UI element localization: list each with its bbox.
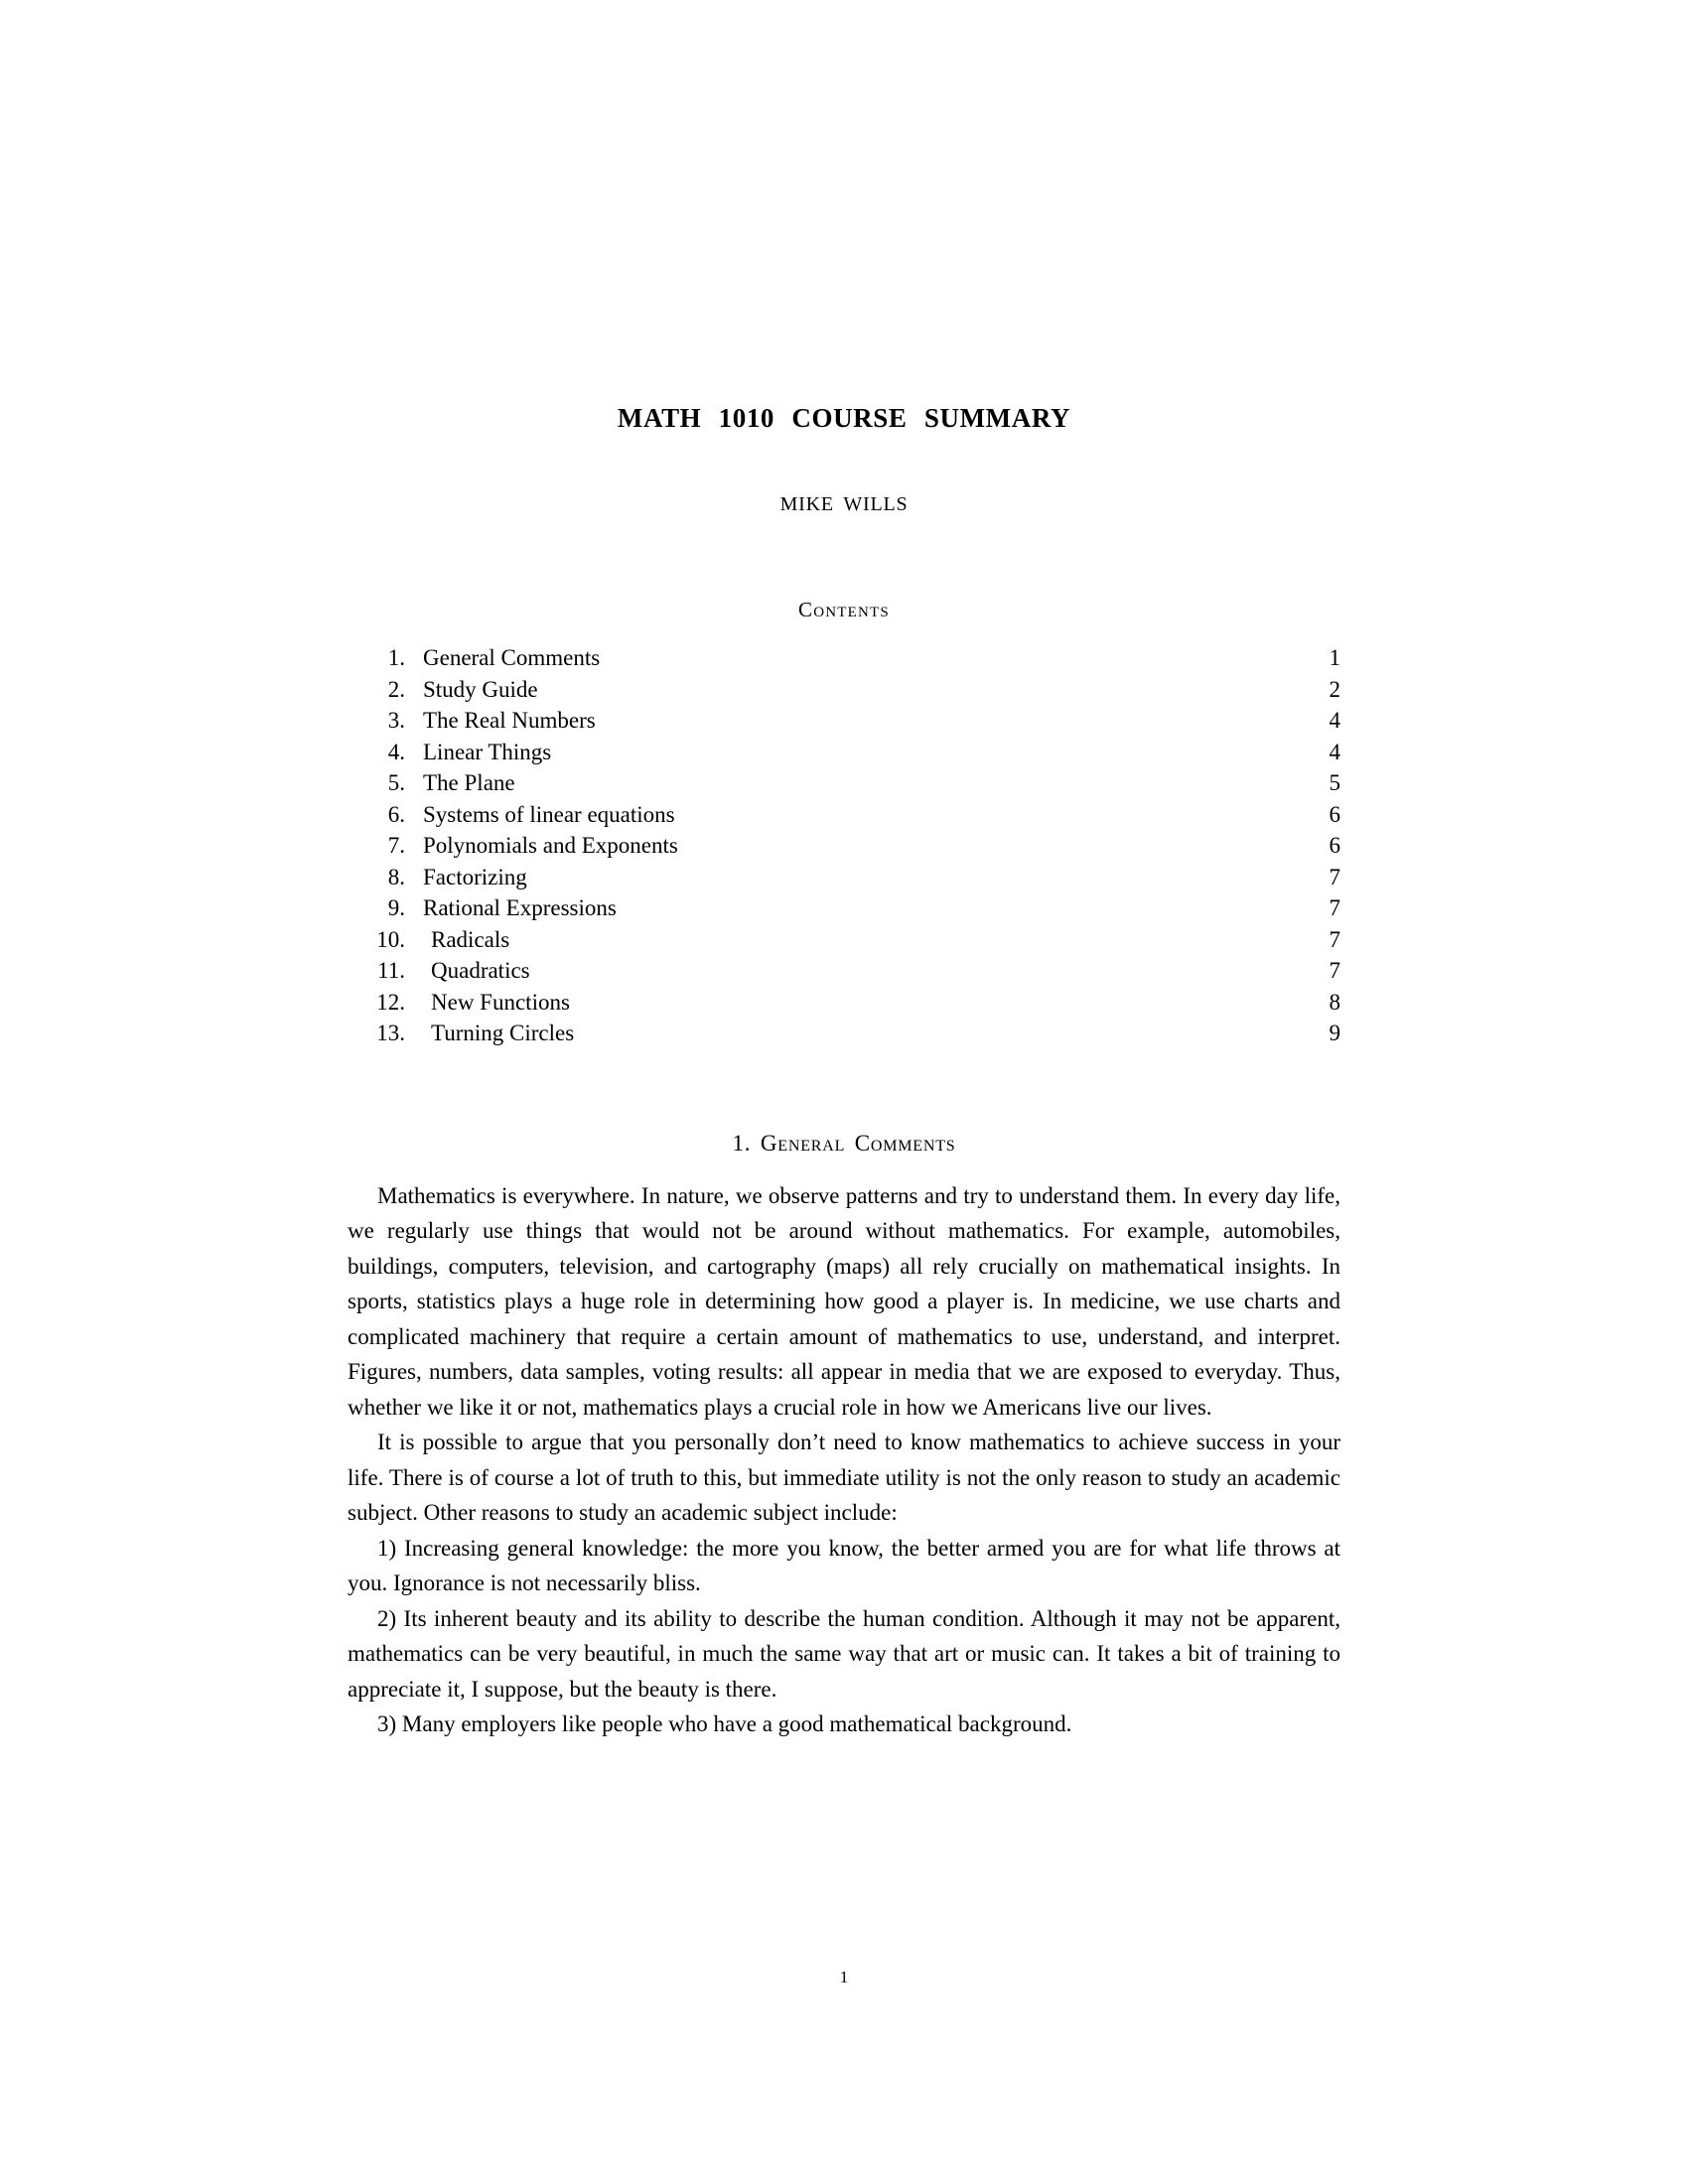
paragraph: 1) Increasing general knowledge: the more you know, the better armed you are for what life throws at you. Ignorance is not necessarily bliss. xyxy=(348,1535,1340,1596)
toc-entry-number: 5. xyxy=(387,770,405,796)
page-content-column xyxy=(348,0,1340,1742)
paragraph: Mathematics is everywhere. In nature, we observe patterns and try to understand them. In every day life, we regularly use things that would not be around without mathematics. For example, automobiles, buildings, computers, television, and cartography (maps) all rely crucially on mathematical insights. In sports, statistics plays a huge role in determining how good a player is. In medicine, we use charts and complicated machinery that require a certain amount of mathematics to use, understand, and interpret. Figures, numbers, data samples, voting results: all appear in media that we are exposed to everyday. Thus, whether we like it or not, mathematics plays a crucial role in how we Americans live our lives. xyxy=(348,1182,1340,1420)
paragraph: 2) Its inherent beauty and its ability to describe the human condition. Although it may not be apparent, mathematics can be very beautiful, in much the same way that art or music can. It takes a bit of training to appreciate it, I suppose, but the beauty is there. xyxy=(348,1605,1340,1702)
toc-entry-label: Rational Expressions xyxy=(423,895,617,921)
toc-entry-page: 4 xyxy=(1329,739,1340,764)
toc-entry-label: Turning Circles xyxy=(431,1021,575,1046)
toc-entry[interactable] xyxy=(348,674,1340,706)
toc-entry[interactable] xyxy=(348,924,1340,956)
toc-entry-page: 1 xyxy=(1329,645,1340,671)
toc-entry-label: Linear Things xyxy=(423,739,552,764)
toc-entry-page: 2 xyxy=(1329,676,1340,702)
toc-entry-number: 10. xyxy=(376,926,405,952)
section-body xyxy=(348,1157,1340,1742)
toc-entry-number: 4. xyxy=(387,739,405,764)
toc-entry-page: 7 xyxy=(1329,926,1340,952)
page-title: MATH 1010 COURSE SUMMARY xyxy=(617,403,1071,433)
toc-entry-label: Systems of linear equations xyxy=(423,801,675,827)
toc-entry[interactable] xyxy=(348,892,1340,924)
paragraph: It is possible to argue that you personally don’t need to know mathematics to achieve success in your life. There is of course a lot of truth to this, but immediate utility is not the only reason to study an academic subject. Other reasons to study an academic subject include: xyxy=(348,1430,1340,1526)
toc-entry[interactable] xyxy=(348,830,1340,862)
toc-entry[interactable] xyxy=(348,987,1340,1019)
toc-entry-number: 12. xyxy=(376,989,405,1015)
toc-entry-label: The Plane xyxy=(423,770,515,796)
toc-entry-label: Radicals xyxy=(431,926,510,952)
toc-entry-label: Polynomials and Exponents xyxy=(423,833,678,859)
toc-entry[interactable] xyxy=(348,799,1340,831)
toc-entry-label: General Comments xyxy=(423,645,601,671)
toc-entry-page: 7 xyxy=(1329,958,1340,984)
toc-entry-page: 4 xyxy=(1329,708,1340,734)
page-folio: 1 xyxy=(839,1968,849,1986)
toc-entry[interactable] xyxy=(348,955,1340,987)
toc-entry-number: 9. xyxy=(387,895,405,921)
toc-entry-number: 1. xyxy=(387,645,405,671)
table-of-contents xyxy=(348,622,1340,1049)
toc-entry-number: 11. xyxy=(377,958,405,984)
toc-entry[interactable] xyxy=(348,1018,1340,1049)
paragraph: 3) Many employers like people who have a good mathematical background. xyxy=(377,1711,1072,1737)
toc-entry-label: Study Guide xyxy=(423,676,538,702)
toc-entry-label: New Functions xyxy=(431,989,570,1015)
toc-entry-number: 8. xyxy=(387,864,405,889)
toc-entry-page: 8 xyxy=(1329,989,1340,1015)
toc-entry-page: 7 xyxy=(1329,895,1340,921)
toc-entry-number: 7. xyxy=(387,833,405,859)
toc-entry-page: 6 xyxy=(1329,833,1340,859)
toc-entry-number: 13. xyxy=(376,1021,405,1046)
toc-entry-page: 5 xyxy=(1329,770,1340,796)
toc-entry-number: 6. xyxy=(387,801,405,827)
toc-entry-page: 6 xyxy=(1329,801,1340,827)
toc-entry-page: 9 xyxy=(1329,1021,1340,1046)
toc-entry[interactable] xyxy=(348,862,1340,893)
document-author: MIKE WILLS xyxy=(779,493,909,516)
toc-entry[interactable] xyxy=(348,642,1340,674)
toc-entry[interactable] xyxy=(348,705,1340,737)
toc-entry-label: The Real Numbers xyxy=(423,708,596,734)
toc-entry[interactable] xyxy=(348,737,1340,768)
toc-entry[interactable] xyxy=(348,767,1340,799)
toc-entry-label: Quadratics xyxy=(431,958,530,984)
toc-entry-page: 7 xyxy=(1329,864,1340,889)
toc-entry-number: 2. xyxy=(387,676,405,702)
toc-entry-number: 3. xyxy=(387,708,405,734)
section-heading-general-comments: 1. General Comments xyxy=(732,1130,956,1156)
toc-entry-label: Factorizing xyxy=(423,864,527,889)
contents-heading: Contents xyxy=(798,598,890,622)
